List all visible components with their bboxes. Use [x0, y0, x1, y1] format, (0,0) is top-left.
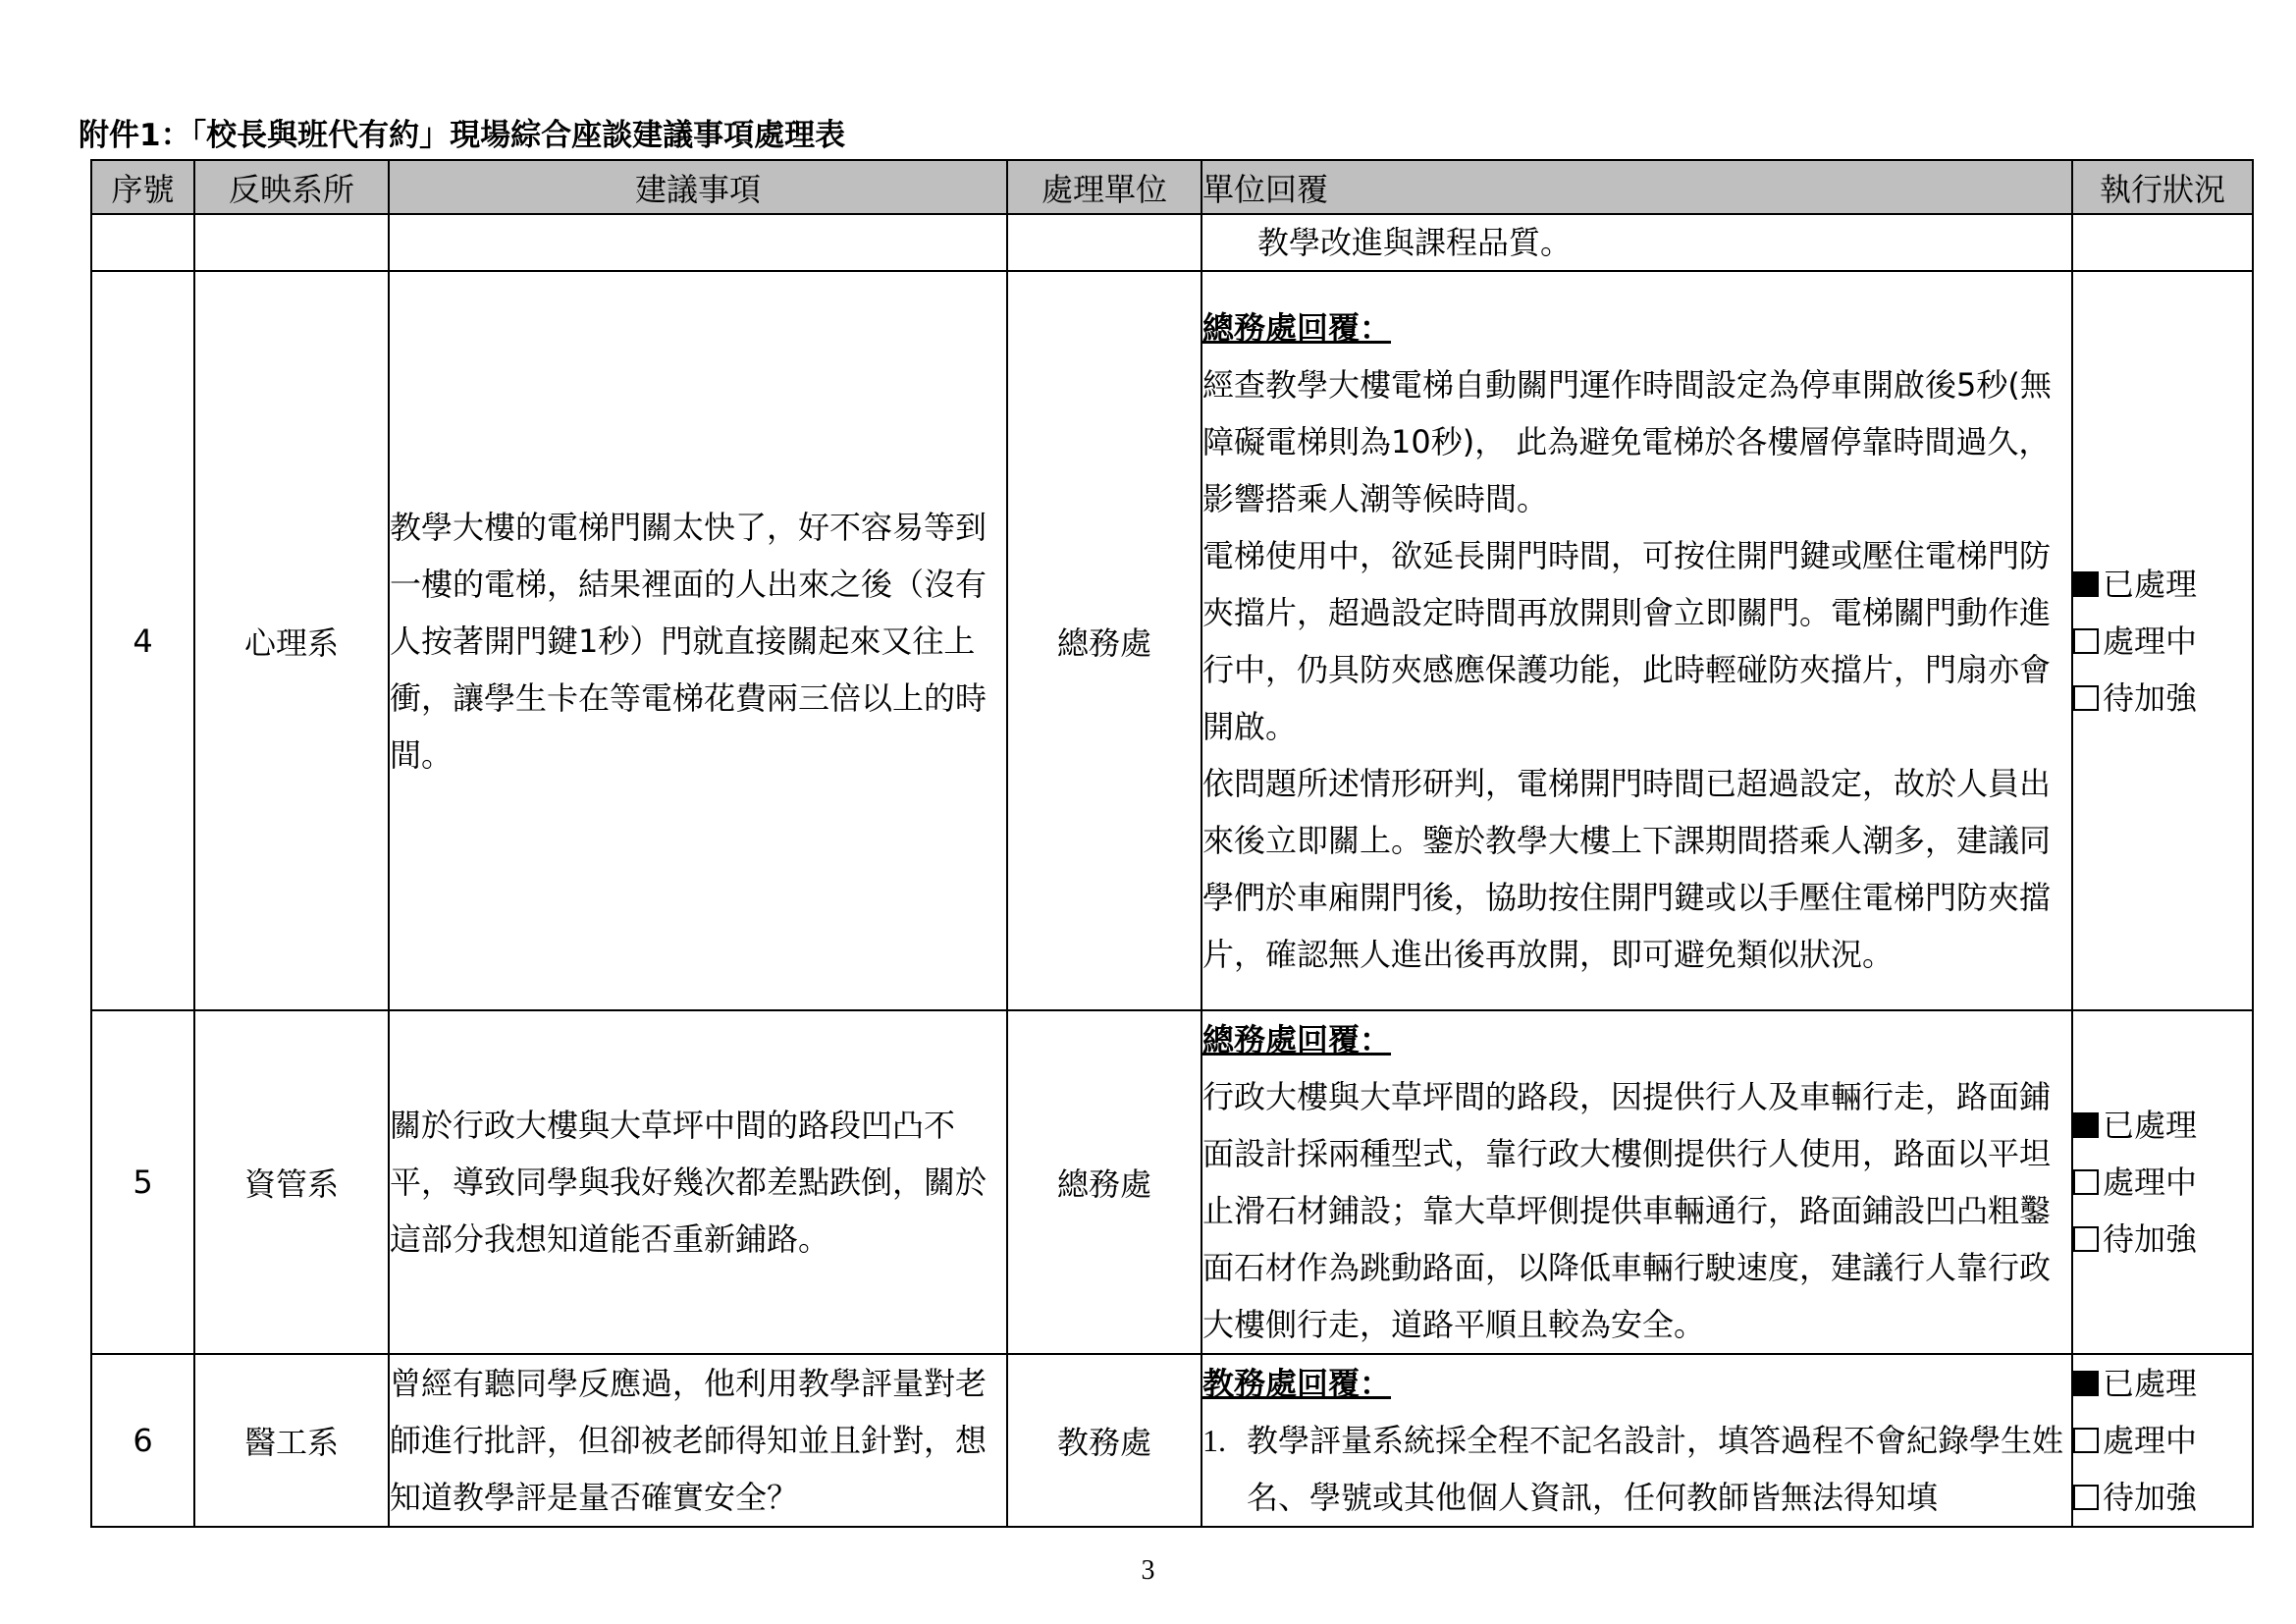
reply-paragraph: 行政大樓與大草坪間的路段，因提供行人及車輛行走，路面鋪面設計採兩種型式，靠行政大樓側提供行人使用，路面以平坦止滑石材鋪設；靠大草坪側提供車輛通行，路面鋪設凹凸粗鑿面石材作為跳動路面，以降低車輛行駛速度，建議行人靠行政大樓側行走，道路平順且較為安全。: [1202, 1078, 2052, 1343]
row-number: 6: [91, 1354, 194, 1527]
row-suggestion: 關於行政大樓與大草坪中間的路段凹凸不平，導致同學與我好幾次都差點跌倒，關於這部分我想知道能否重新鋪路。: [389, 1010, 1007, 1354]
reply-paragraph: 依問題所述情形研判，電梯開門時間已超過設定，故於人員出來後立即關上。鑒於教學大樓上下課期間搭乘人潮多，建議同學們於車廂開門後，協助按住開門鍵或以手壓住電梯門防夾擋片，確認無人進出後再放開，即可避免類似狀況。: [1202, 764, 2052, 973]
status-option-improve: 待加強: [2073, 1211, 2252, 1268]
unchecked-box-icon: [2073, 1485, 2099, 1510]
row-dept: 醫工系: [194, 1354, 389, 1527]
row-reply: [1201, 1010, 2072, 1354]
unchecked-box-icon: [2073, 1226, 2099, 1252]
reply-list-text: 教學評量系統採全程不記名設計，填答過程不會紀錄學生姓名、學號或其他個人資訊，任何教師皆無法得知填: [1247, 1422, 2064, 1516]
reply-list-number: 1.: [1202, 1423, 1226, 1458]
status-option-improve: 待加強: [2073, 1469, 2252, 1526]
suggestion-table: [90, 159, 2254, 1528]
row-status: [2072, 1010, 2253, 1354]
reply-continued-line: 教學改進與課程品質。: [1201, 214, 2072, 271]
reply-paragraph: 電梯使用中，欲延長開門時間，可按住開門鍵或壓住電梯門防夾擋片，超過設定時間再放開則會立即關門。電梯關門動作進行中，仍具防夾感應保護功能，此時輕碰防夾擋片，門扇亦會開啟。: [1202, 536, 2052, 745]
row-unit: 總務處: [1007, 1010, 1201, 1354]
col-header-suggestion: 建議事項: [389, 160, 1007, 214]
col-header-unit: 處理單位: [1007, 160, 1201, 214]
reply-heading: 總務處回覆：: [1202, 308, 1392, 347]
status-option-done: 已處理: [2073, 556, 2252, 613]
status-option-processing: 處理中: [2073, 1412, 2252, 1469]
row-dept: 心理系: [194, 271, 389, 1010]
row-number: 4: [91, 271, 194, 1010]
status-option-improve: 待加強: [2073, 670, 2252, 727]
checked-box-icon: [2073, 571, 2099, 597]
page-title: 附件1：「校長與班代有約」現場綜合座談建議事項處理表: [79, 118, 846, 153]
unchecked-box-icon: [2073, 1169, 2099, 1195]
unchecked-box-icon: [2073, 628, 2099, 654]
status-option-processing: 處理中: [2073, 613, 2252, 670]
table-row-continued: [91, 214, 2253, 271]
row-dept: 資管系: [194, 1010, 389, 1354]
col-header-dept: 反映系所: [194, 160, 389, 214]
row-number: 5: [91, 1010, 194, 1354]
unchecked-box-icon: [2073, 1428, 2099, 1453]
checked-box-icon: [2073, 1371, 2099, 1396]
reply-paragraph: 經查教學大樓電梯自動關門運作時間設定為停車開啟後5秒(無障礙電梯則為10秒)， 此為避免電梯於各樓層停靠時間過久，影響搭乘人潮等候時間。: [1202, 365, 2052, 517]
row-unit: 總務處: [1007, 271, 1201, 1010]
table-row: [91, 1354, 2253, 1527]
table-header-row: [91, 160, 2253, 214]
unchecked-box-icon: [2073, 685, 2099, 711]
row-unit: 教務處: [1007, 1354, 1201, 1527]
status-option-done: 已處理: [2073, 1355, 2252, 1412]
row-suggestion: 教學大樓的電梯門關太快了，好不容易等到一樓的電梯，結果裡面的人出來之後（沒有人按著開門鍵1秒）門就直接關起來又往上衝，讓學生卡在等電梯花費兩三倍以上的時間。: [389, 271, 1007, 1010]
row-reply: [1201, 1354, 2072, 1527]
row-reply: [1201, 271, 2072, 1010]
row-suggestion: 曾經有聽同學反應過，他利用教學評量對老師進行批評，但卻被老師得知並且針對，想知道教學評是量否確實安全？: [389, 1354, 1007, 1527]
status-option-done: 已處理: [2073, 1097, 2252, 1154]
status-option-processing: 處理中: [2073, 1154, 2252, 1211]
reply-heading: 總務處回覆：: [1202, 1021, 1392, 1058]
table-row: [91, 1010, 2253, 1354]
table-row: [91, 271, 2253, 1010]
page-number: 3: [1141, 1555, 1155, 1586]
col-header-no: 序號: [91, 160, 194, 214]
checked-box-icon: [2073, 1112, 2099, 1138]
col-header-status: 執行狀況: [2072, 160, 2253, 214]
row-status: [2072, 271, 2253, 1010]
row-status: [2072, 1354, 2253, 1527]
reply-list-item: [1202, 1412, 2071, 1526]
reply-heading: 教務處回覆：: [1202, 1365, 1392, 1402]
col-header-reply: 單位回覆: [1201, 160, 2072, 214]
